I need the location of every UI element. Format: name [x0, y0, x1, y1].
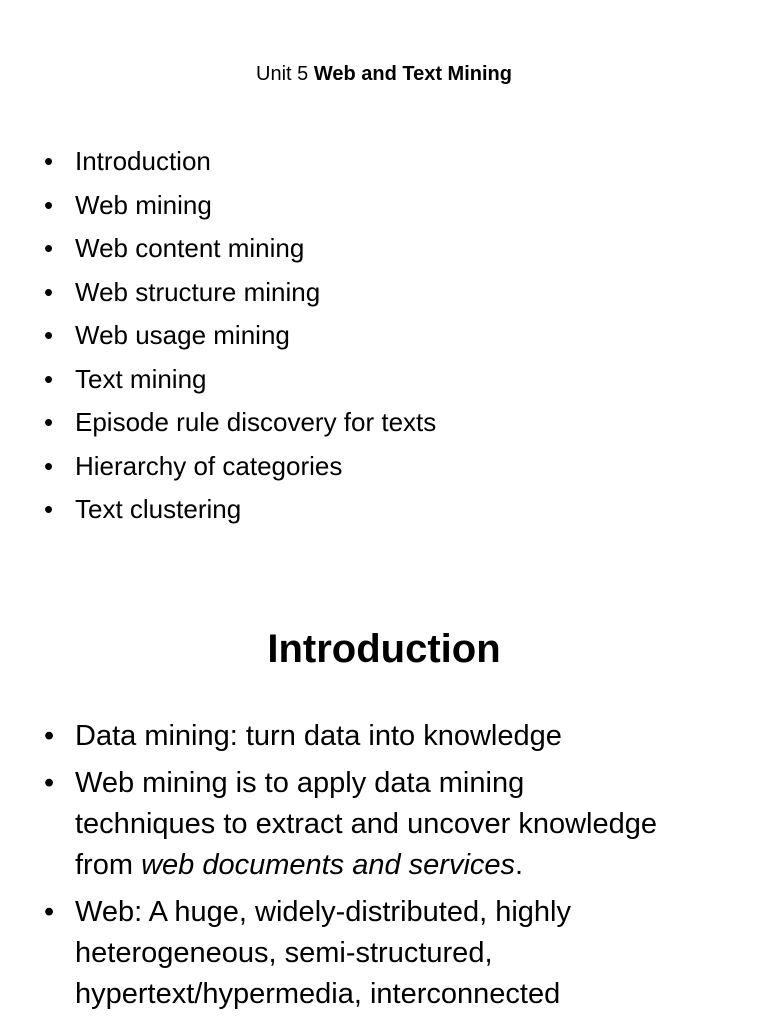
list-item — [44, 140, 734, 184]
list-item — [44, 401, 734, 445]
list-item-text: Web structure mining — [75, 276, 321, 307]
unit-title — [0, 60, 768, 88]
list-item — [44, 184, 734, 228]
intro-bullet-2-line-2: techniques to extract and uncover knowledge — [75, 808, 657, 840]
list-item-text: Text clustering — [75, 494, 242, 524]
intro-bullet-3-line-3: hypertext/hypermedia, interconnected — [75, 978, 561, 1010]
list-item — [44, 227, 734, 271]
intro-list — [44, 716, 734, 1021]
intro-bullet-2-line-3-suffix: . — [515, 849, 524, 881]
intro-bullet-3-line-2: heterogeneous, semi-structured, — [75, 937, 493, 969]
list-item-text: Episode rule discovery for texts — [75, 407, 437, 437]
bullet-icon: • — [44, 450, 54, 481]
list-item-text: Web mining — [75, 189, 212, 220]
bullet-icon: • — [44, 720, 55, 752]
contents-list — [44, 140, 734, 532]
list-item — [44, 763, 734, 886]
intro-bullet-2-line-1: Web mining is to apply data mining — [75, 767, 525, 799]
list-item-text: Introduction — [75, 146, 211, 176]
bullet-icon: • — [44, 189, 54, 220]
intro-bullet-2-italic: web documents and services — [141, 849, 516, 881]
list-item-text: Web content mining — [75, 233, 305, 263]
intro-bullet-1-text: Data mining: turn data into knowledge — [75, 720, 562, 752]
list-item — [44, 358, 734, 402]
intro-bullet-2-line-3-prefix: from — [75, 849, 142, 881]
list-item — [44, 892, 734, 1015]
bullet-icon: • — [44, 276, 54, 307]
bullet-icon: • — [44, 407, 54, 437]
bullet-icon: • — [44, 320, 54, 350]
bullet-icon: • — [44, 896, 55, 928]
list-item — [44, 271, 734, 315]
list-item-text: Hierarchy of categories — [75, 450, 343, 481]
intro-heading: Introduction — [267, 627, 501, 671]
list-item — [44, 445, 734, 489]
bullet-icon: • — [44, 363, 54, 394]
list-item-text: Text mining — [75, 363, 207, 394]
list-item — [44, 716, 734, 757]
bullet-icon: • — [44, 494, 54, 524]
intro-bullet-3-line-1: Web: A huge, widely-distributed, highly — [75, 896, 571, 928]
bullet-icon: • — [44, 233, 54, 263]
bullet-icon: • — [44, 146, 54, 176]
list-item-text: Web usage mining — [75, 320, 290, 350]
list-item — [44, 488, 734, 532]
list-item — [44, 314, 734, 358]
bullet-icon: • — [44, 767, 55, 799]
unit-title-bold: Web and Text Mining — [313, 63, 512, 85]
unit-title-prefix: Unit 5 — [256, 63, 314, 85]
